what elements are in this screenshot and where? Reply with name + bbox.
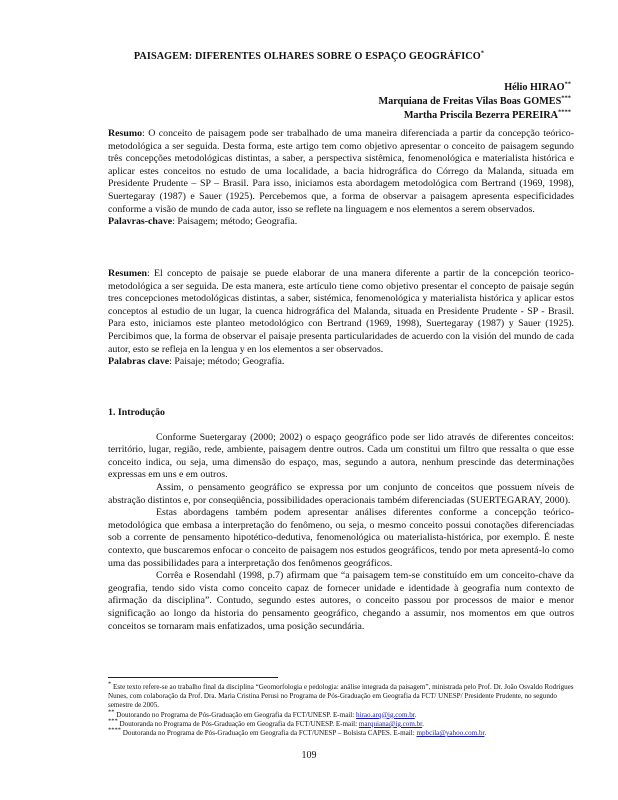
author-name: Marquiana de Freitas Vilas Boas GOMES [378, 96, 562, 107]
paper-title-text: PAISAGEM: DIFERENTES OLHARES SOBRE O ESPAÇO GEOGRÁFICO [133, 51, 481, 62]
footnote-text: Doutorando no Programa de Pós-Graduação em Geografia da FCT/UNESP. E-mail: [114, 710, 357, 719]
keywords-pt-label: Palavras-chave [108, 216, 173, 228]
author-2 [379, 95, 571, 109]
spacer [108, 420, 574, 432]
email-link[interactable]: marquiana@ig.com.br [358, 719, 423, 728]
body-paragraph-2: Assim, o pensamento geográfico se expressa por um conjunto de conceitos que possuem níveis de abstração distintos e, por conseqüência, possibilidades operacionais também diferenciadas (SUERTEGARAY, 2000). [108, 481, 574, 506]
footnote-1 [108, 680, 574, 711]
author-name: Martha Priscila Bezerra PEREIRA [403, 110, 558, 121]
author-footnote-mark: ** [564, 80, 571, 88]
keywords-pt-text: : Paisagem; método; Geografia. [172, 216, 298, 228]
paper-title [0, 51, 618, 62]
keywords-es-text: : Paisaje; método; Geografía. [169, 356, 285, 368]
email-link[interactable]: hirao.arq@ig.com.br [356, 710, 415, 719]
footnote-mark: * [108, 680, 112, 688]
footnote-text: Este texto refere-se ao trabalho final da disciplina “Geomorfologia e pedologia: análise integrada da paisagem”, ministrada pelo Prof. Dr. João Osvaldo Rodrigues Nunes, com colaboração da Prof. Dra. Maria Cristina Perusi no Programa de Pós-Graduação em Geografia da FCT/ UNESP/ Presidente Prudente, no segundo semestre de 2005. [108, 683, 574, 710]
keywords-es-label: Palabras clave [108, 356, 170, 368]
footnote-mark: ** [108, 708, 115, 716]
abstract-portuguese [108, 128, 574, 229]
abstract-es-body [108, 268, 574, 356]
footnote-mark: **** [108, 726, 121, 734]
abstract-pt-text: : O conceito de paisagem pode ser trabalhado de uma maneira diferenciada a partir da concepção teórico-metodológica a ser seguida. Desta forma, este artigo tem como objetivo apresentar o conceito de paisagem segundo três concepções metodológicas distintas, a saber, a perspectiva sistêmica, fenomenológica e materialista histórica e aplicar estes conceitos no estudo de uma localidade, a bacia hidrográfica do Córrego da Malanda, situada em Presidente Prudente – SP – Brasil. Para isso, iniciamos esta abordagem metodológica com Bertrand (1969, 1998), Suertegaray (1987) e Sauer (1925). Percebemos que, a forma de observar a paisagem apresenta especificidades conforme a visão de mundo de cada autor, isso se reflete na linguagem e nos elementos a serem observados. [108, 128, 574, 215]
abstract-es-label: Resumen [108, 268, 147, 279]
footnote-divider [108, 677, 278, 678]
footnote-text: Doutoranda no Programa de Pós-Graduação em Geografia da FCT/UNESP – Bolsista CAPES. E-mail: [121, 729, 417, 738]
footnote-mark: *** [108, 717, 118, 725]
abstract-pt-body [108, 128, 574, 216]
keywords-pt [108, 216, 574, 229]
abstract-es-text: : El concepto de paisaje se puede elaborar de una manera diferente a partir de la concepción teorico-metodológica a ser seguida. De esta manera, este artículo tiene como objetivo presentar el concepto de paisaje según tres concepciones metodológicas distintas, a saber, sistémica, fenomenológica y materialista histórica y aplicar estos conceptos al estudio de un lugar, la cuenca hidrográfica del Malanda, situada en Presidente Prudente - SP - Brasil. Para esto, iniciamos este planteo metodológico con Bertrand (1969, 1998), Suertegaray (1987) y Sauer (1925). Percibimos que, la forma de observar el paisaje presenta particularidades de acuerdo con la visión del mundo de cada autor, esto se refleja en la lengua y en los elementos a ser observados. [108, 268, 574, 355]
footnote-4: **** Doutoranda no Programa de Pós-Graduação em Geografia da FCT/UNESP – Bolsista CAPES. E-mail: mpbcila@yahoo.com.br. [108, 726, 487, 738]
author-1 [379, 81, 571, 95]
footnote-2: ** Doutorando no Programa de Pós-Graduação em Geografia da FCT/UNESP. E-mail: hirao.arq@ig.com.br. [108, 708, 417, 719]
author-footnote-mark: *** [561, 94, 571, 102]
author-list [379, 81, 571, 123]
footnote-3: *** Doutoranda no Programa de Pós-Graduação em Geografia da FCT/UNESP. E-mail: marquiana@ig.com.br. [108, 717, 424, 728]
email-link[interactable]: mpbcila@yahoo.com.br [416, 729, 485, 738]
section-heading: 1. Introdução [108, 407, 165, 418]
body-paragraph-1: Conforme Suetergaray (2000; 2002) o espaço geográfico pode ser lido através de diferentes conceitos: território, lugar, região, rede, ambiente, paisagem dentre outros. Cada um constitui um filtro que ressalta o que esse conceito indica, ou seja, uma dimensão do espaço, mas, segundo a autora, nenhum prescinde das determinações expressas em uns e em outros. [108, 431, 574, 481]
abstract-pt-label: Resumo [108, 128, 143, 139]
page-number: 109 [301, 750, 317, 761]
footnotes [108, 680, 574, 738]
abstract-spanish [108, 268, 574, 369]
introduction-section [108, 407, 574, 633]
footnote-text: Doutoranda no Programa de Pós-Graduação em Geografia da FCT/UNESP. E-mail: [117, 719, 359, 728]
author-3 [379, 109, 571, 123]
body-paragraph-4: Corrêa e Rosendahl (1998, p.7) afirmam que “a paisagem tem-se constituído em um conceito-chave da geografia, tendo sido vista como conceito capaz de fornecer unidade e identidade à geografia num contexto de afirmação da disciplina”. Contudo, segundo estes autores, o conceito passou por processos de maior e menor significação ao longo da historia do pensamento geográfico, chegando a assumir, nos momentos em que outros conceitos se tornaram mais enfatizados, uma posição secundária. [108, 570, 574, 632]
keywords-es [108, 356, 574, 369]
title-footnote-mark: * [480, 49, 485, 57]
body-paragraph-3: Estas abordagens também podem apresentar análises diferentes conforme a concepção teórico-metodológica que embasa a interpretação do fenômeno, ou seja, o mesmo conceito possui conotações diferenciadas sob a corrente de pensamento hipotético-dedutiva, fenomenológica ou materialista-histórica, por exemplo. É neste contexto, que buscaremos enfocar o conceito de paisagem nos estudos geográficos, tendo por meta apresentá-lo como uma das possibilidades para a interpretação dos fenômenos geográficos. [108, 507, 574, 569]
author-footnote-mark: **** [558, 108, 571, 116]
author-name: Hélio HIRAO [504, 82, 565, 93]
